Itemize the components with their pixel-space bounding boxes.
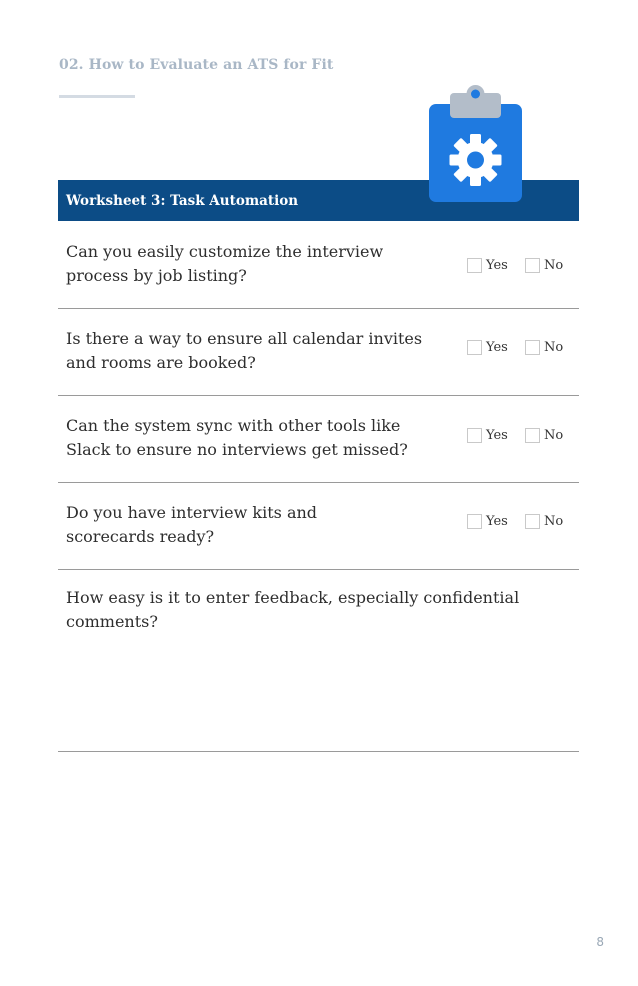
title-rule bbox=[59, 95, 135, 98]
question-row-5 bbox=[58, 570, 579, 752]
page-number: 8 bbox=[596, 935, 604, 949]
question-text: Is there a way to ensure all calendar invites and rooms are booked? bbox=[66, 329, 423, 372]
yes-checkbox[interactable] bbox=[467, 340, 482, 355]
question-row-1 bbox=[58, 221, 579, 309]
no-label: No bbox=[544, 514, 564, 529]
no-label: No bbox=[544, 340, 564, 355]
feedback-answer-area[interactable] bbox=[58, 640, 579, 745]
question-text: How easy is it to enter feedback, especially confidential comments? bbox=[66, 588, 520, 631]
yes-checkbox[interactable] bbox=[467, 514, 482, 529]
worksheet-title: Worksheet 3: Task Automation bbox=[66, 193, 299, 209]
question-row-4 bbox=[58, 483, 579, 570]
no-checkbox[interactable] bbox=[525, 340, 540, 355]
question-row-2 bbox=[58, 309, 579, 396]
question-text: Do you have interview kits and scorecards ready? bbox=[66, 503, 318, 546]
question-row-3 bbox=[58, 396, 579, 483]
no-checkbox[interactable] bbox=[525, 514, 540, 529]
no-option[interactable] bbox=[525, 428, 563, 443]
yes-checkbox[interactable] bbox=[467, 258, 482, 273]
section-title: 02. How to Evaluate an ATS for Fit bbox=[59, 57, 334, 73]
yes-checkbox[interactable] bbox=[467, 428, 482, 443]
yes-option[interactable] bbox=[467, 514, 508, 529]
yes-label: Yes bbox=[486, 514, 508, 529]
no-option[interactable] bbox=[525, 258, 563, 273]
no-label: No bbox=[544, 258, 564, 273]
yes-option[interactable] bbox=[467, 340, 508, 355]
yes-option[interactable] bbox=[467, 428, 508, 443]
yes-option[interactable] bbox=[467, 258, 508, 273]
no-label: No bbox=[544, 428, 564, 443]
yes-label: Yes bbox=[486, 428, 508, 443]
question-text: Can you easily customize the interview process by job listing? bbox=[66, 242, 384, 285]
no-option[interactable] bbox=[525, 514, 563, 529]
question-text: Can the system sync with other tools like Slack to ensure no interviews get missed? bbox=[66, 416, 408, 459]
clipboard-gear-icon bbox=[427, 84, 524, 204]
no-checkbox[interactable] bbox=[525, 428, 540, 443]
yes-label: Yes bbox=[486, 340, 508, 355]
yes-label: Yes bbox=[486, 258, 508, 273]
no-checkbox[interactable] bbox=[525, 258, 540, 273]
no-option[interactable] bbox=[525, 340, 563, 355]
